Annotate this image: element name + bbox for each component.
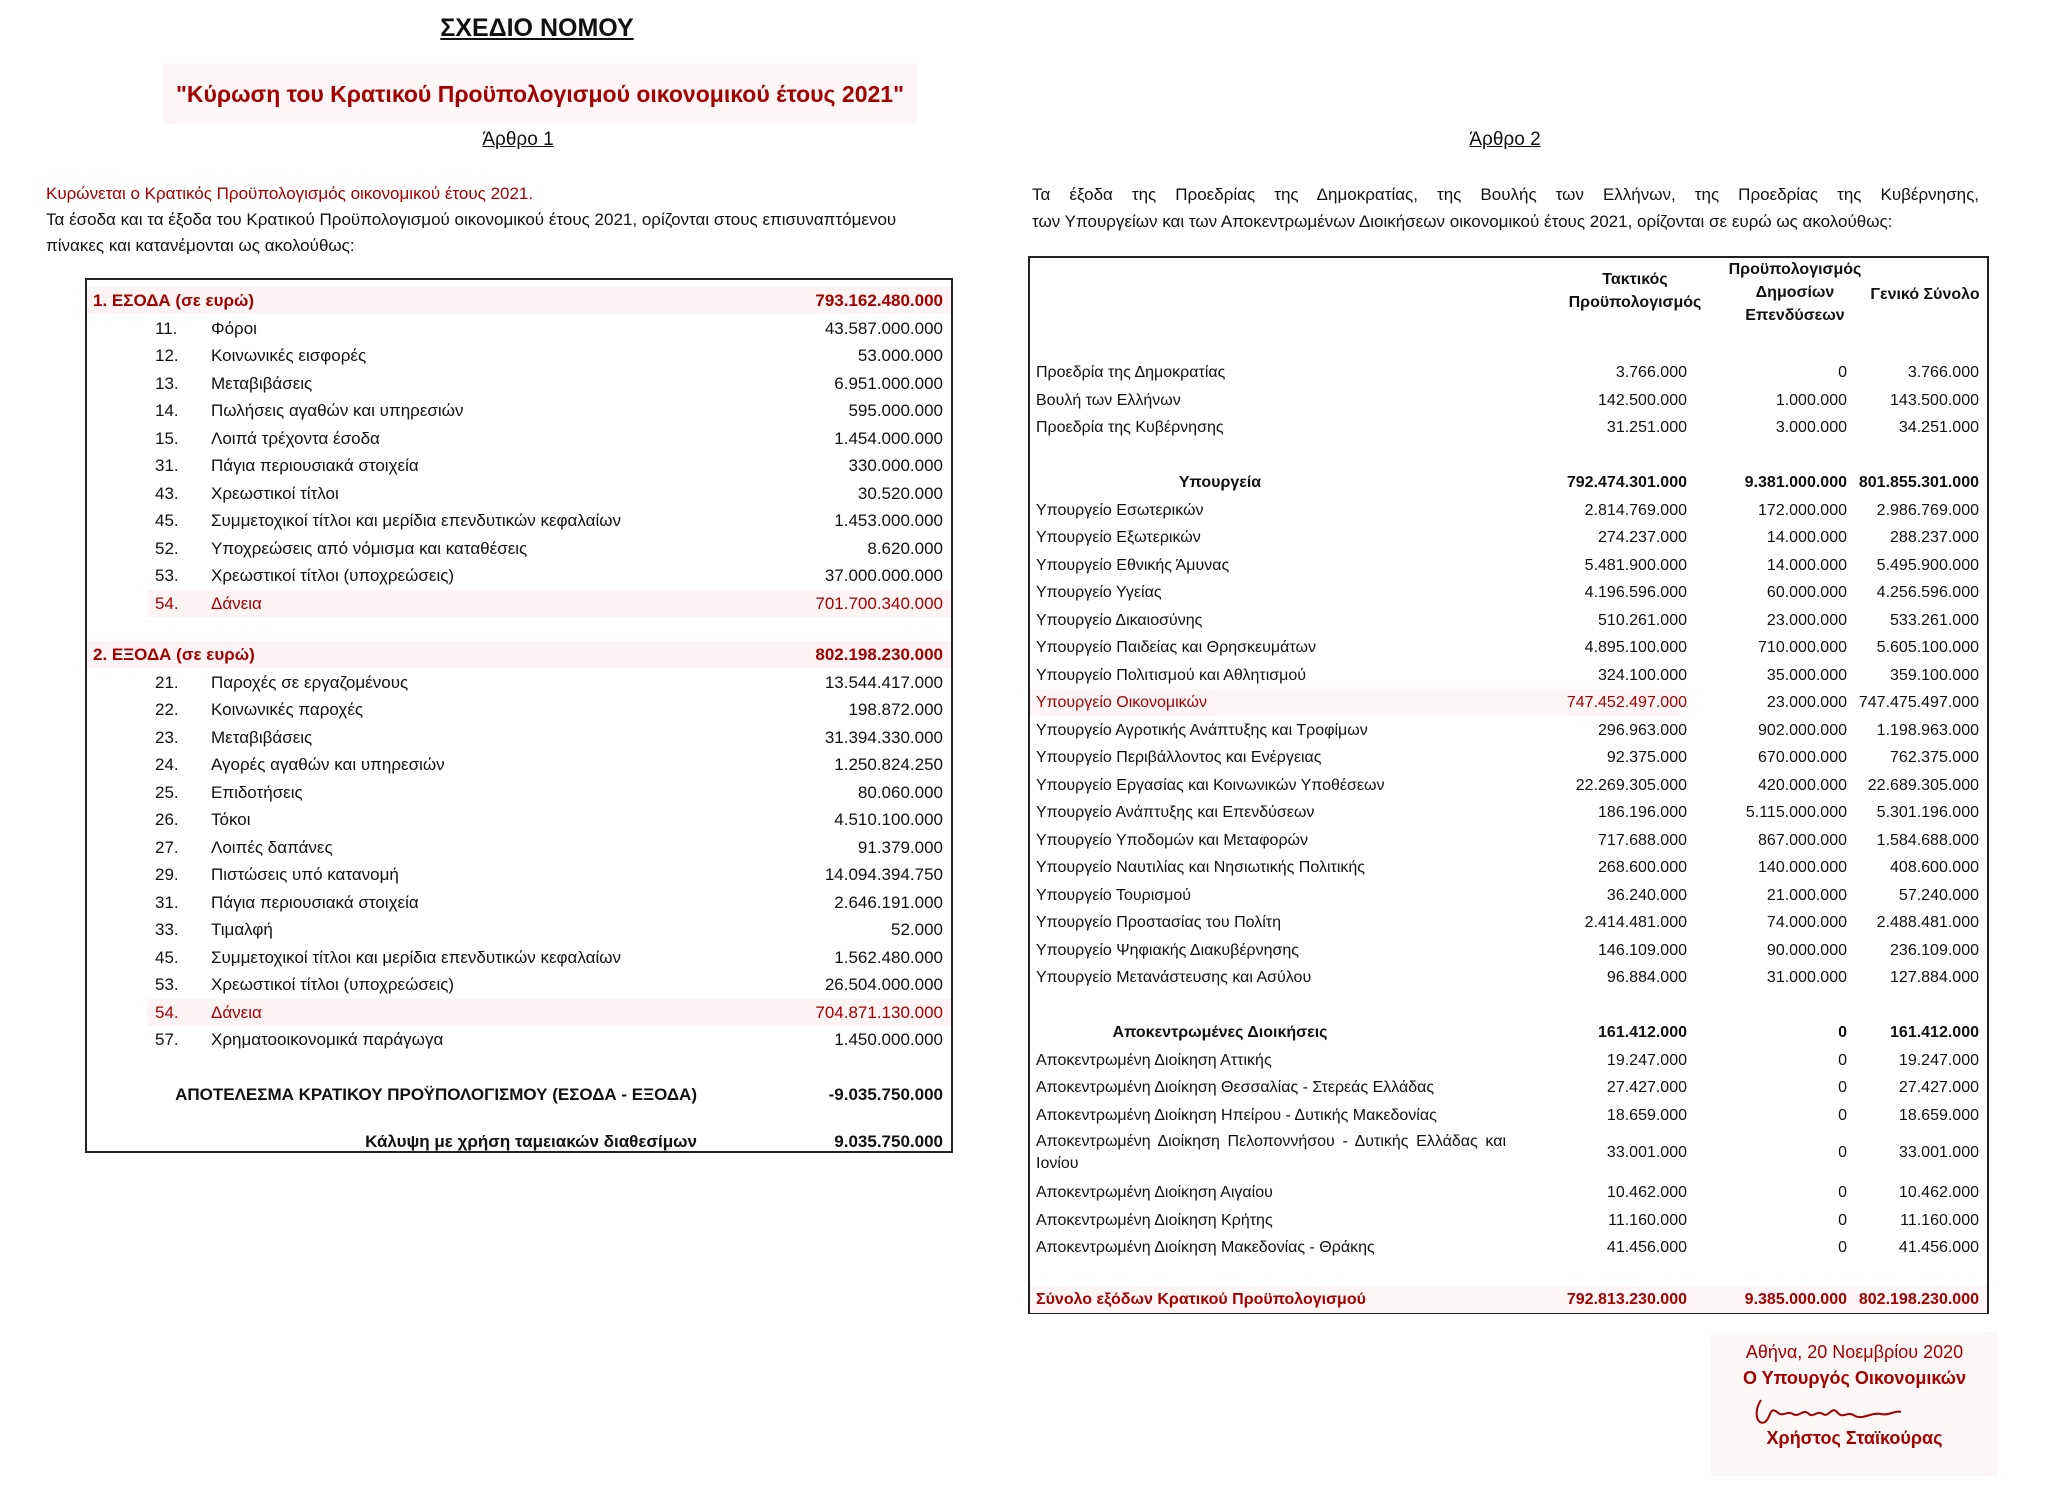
row-value: 43.587.000.000 xyxy=(824,318,943,338)
investment-budget-value: 0 xyxy=(1838,1079,1847,1096)
regular-budget-value: 11.160.000 xyxy=(1608,1211,1687,1229)
revenue-item xyxy=(87,452,951,479)
revenue-item xyxy=(87,315,951,342)
investment-budget-value: 35.000.000 xyxy=(1766,666,1847,684)
row-label: Υπουργείο Ανάπτυξης και Επενδύσεων xyxy=(1036,804,1315,821)
row-label: Αποκεντρωμένη Διοίκηση Αττικής xyxy=(1036,1051,1272,1069)
row-value: 91.379.000 xyxy=(857,837,943,857)
row-label: Αγορές αγαθών και υπηρεσιών xyxy=(211,755,445,774)
table-row xyxy=(1030,744,1987,771)
regular-budget-value: 146.109.000 xyxy=(1598,941,1687,959)
row-code: 11. xyxy=(155,318,178,338)
regular-budget-value: 296.963.000 xyxy=(1598,721,1687,739)
grand-total-row xyxy=(1030,1286,1987,1313)
revenue-item xyxy=(87,342,951,369)
table-row xyxy=(1030,1074,1987,1101)
row-value: 1.562.480.000 xyxy=(834,947,943,967)
table-row xyxy=(1030,799,1987,826)
row-label: Χρεωστικοί τίτλοι xyxy=(211,483,339,503)
row-value: 53.000.000 xyxy=(857,346,943,365)
row-label: Υπουργείο Πολιτισμού και Αθλητισμού xyxy=(1036,666,1306,684)
column-header-investment-budget: Προϋπολογισμός Δημοσίων Επενδύσεων xyxy=(1728,261,1862,324)
row-label: Υπουργείο Αγροτικής Ανάπτυξης και Τροφίμων xyxy=(1036,721,1368,739)
investment-budget-value: 0 xyxy=(1838,1239,1847,1256)
expense-section-header xyxy=(87,641,951,668)
grand-total-value: 4.256.596.000 xyxy=(1876,584,1979,601)
investment-budget-value: 74.000.000 xyxy=(1766,914,1847,931)
table-row xyxy=(1030,579,1987,606)
grand-total-value: 127.884.000 xyxy=(1890,969,1979,986)
budget-result-row xyxy=(87,1081,951,1108)
row-label: Αποκεντρωμένες Διοικήσεις xyxy=(1112,1024,1328,1041)
grand-total-value: 801.855.301.000 xyxy=(1858,474,1979,491)
expense-item xyxy=(87,751,951,778)
row-label: Χρηματοοικονομικά παράγωγα xyxy=(211,1030,444,1049)
row-value: 1.450.000.000 xyxy=(834,1030,943,1049)
row-label: Πωλήσεις αγαθών και υπηρεσιών xyxy=(211,401,464,420)
place-date: Αθήνα, 20 Νοεμβρίου 2020 xyxy=(1745,1342,1964,1362)
table-row xyxy=(1030,1207,1987,1234)
table-row xyxy=(1030,964,1987,991)
grand-total-value: 2.488.481.000 xyxy=(1876,914,1979,931)
row-label: Παροχές σε εργαζομένους xyxy=(211,672,409,692)
row-label: Προεδρία της Δημοκρατίας xyxy=(1036,364,1226,381)
grand-total-value: 5.301.196.000 xyxy=(1876,804,1979,821)
grand-total-value: 236.109.000 xyxy=(1890,941,1979,959)
row-label: Υπουργείο Υγείας xyxy=(1036,584,1162,601)
row-code: 22. xyxy=(155,700,179,719)
expense-item xyxy=(87,669,951,696)
grand-total-value: 288.237.000 xyxy=(1890,529,1979,546)
row-code: 45. xyxy=(155,947,179,967)
revenue-expense-table xyxy=(85,278,953,1153)
table-row xyxy=(1030,552,1987,579)
row-label: Υπουργείο Δικαιοσύνης xyxy=(1036,611,1203,629)
expense-item xyxy=(87,861,951,888)
regular-budget-value: 22.269.305.000 xyxy=(1575,776,1687,794)
row-label: Αποκεντρωμένη Διοίκηση Αιγαίου xyxy=(1036,1184,1273,1201)
regular-budget-value: 142.500.000 xyxy=(1598,391,1687,409)
row-value: 26.504.000.000 xyxy=(824,975,943,994)
investment-budget-value: 9.385.000.000 xyxy=(1744,1291,1847,1308)
table-row xyxy=(1030,772,1987,799)
expenditure-by-body-table xyxy=(1028,256,1989,1314)
handwritten-signature-icon xyxy=(1751,1392,1911,1432)
grand-total-value: 533.261.000 xyxy=(1890,611,1979,629)
revenue-item xyxy=(87,507,951,534)
expense-item xyxy=(87,724,951,751)
regular-budget-value: 161.412.000 xyxy=(1598,1024,1687,1041)
regular-budget-value: 747.452.497.000 xyxy=(1566,694,1687,711)
grand-total-value: 5.495.900.000 xyxy=(1876,556,1979,574)
grand-total-value: 27.427.000 xyxy=(1898,1079,1979,1096)
row-value: 701.700.340.000 xyxy=(815,593,943,613)
bill-title: "Κύρωση του Κρατικού Προϋπολογισμού οικονομικού έτους 2021" xyxy=(176,80,904,107)
row-label: Υπουργείο Περιβάλλοντος και Ενέργειας xyxy=(1036,749,1322,766)
table-row xyxy=(1030,1047,1987,1074)
revenue-item xyxy=(147,590,951,617)
table-row xyxy=(1030,497,1987,524)
row-value: 8.620.000 xyxy=(867,538,943,558)
row-value: 595.000.000 xyxy=(848,401,943,420)
article-1-intro xyxy=(46,181,996,259)
row-value: 30.520.000 xyxy=(857,483,943,503)
regular-budget-value: 5.481.900.000 xyxy=(1584,556,1687,574)
regular-budget-value: 92.375.000 xyxy=(1606,749,1687,766)
grand-total-value: 1.584.688.000 xyxy=(1876,831,1979,849)
investment-budget-value: 14.000.000 xyxy=(1766,529,1847,546)
row-label: Υπουργείο Ψηφιακής Διακυβέρνησης xyxy=(1036,941,1299,959)
revenue-item xyxy=(87,562,951,589)
expense-item xyxy=(87,944,951,971)
row-label: Χρεωστικοί τίτλοι (υποχρεώσεις) xyxy=(211,975,455,994)
row-label: Λοιπά τρέχοντα έσοδα xyxy=(211,428,380,448)
row-label: Κοινωνικές παροχές xyxy=(211,700,364,719)
grand-total-value: 762.375.000 xyxy=(1890,749,1979,766)
row-code: 29. xyxy=(155,865,179,884)
row-label: Υπουργείο Εσωτερικών xyxy=(1036,501,1204,519)
row-label: Αποκεντρωμένη Διοίκηση Πελοποννήσου - Δυτικής Ελλάδας και Ιονίου xyxy=(1036,1133,1506,1172)
row-code: 53. xyxy=(155,566,179,585)
investment-budget-value: 3.000.000 xyxy=(1775,419,1847,436)
table-row xyxy=(1030,854,1987,881)
row-label: 2. ΕΞΟΔΑ (σε ευρώ) xyxy=(93,645,255,664)
grand-total-value: 143.500.000 xyxy=(1890,391,1979,409)
row-label: Υπουργείο Οικονομικών xyxy=(1036,694,1207,711)
row-value: 793.162.480.000 xyxy=(815,291,943,310)
row-code: 14. xyxy=(155,401,179,420)
regular-budget-value: 2.814.769.000 xyxy=(1584,501,1687,519)
expense-item xyxy=(147,999,951,1026)
investment-budget-value: 0 xyxy=(1838,1051,1847,1069)
row-code: 54. xyxy=(155,1002,179,1022)
regular-budget-value: 510.261.000 xyxy=(1598,611,1687,629)
row-label: Αποκεντρωμένη Διοίκηση Μακεδονίας - Θράκης xyxy=(1036,1239,1375,1256)
group-total-row xyxy=(1030,469,1987,496)
row-value: 198.872.000 xyxy=(848,700,943,719)
investment-budget-value: 0 xyxy=(1838,1211,1847,1229)
row-label: Κάλυψη με χρήση ταμειακών διαθεσίμων xyxy=(365,1132,697,1151)
row-code: 43. xyxy=(155,483,179,503)
row-code: 31. xyxy=(155,456,179,475)
row-code: 13. xyxy=(155,373,179,393)
row-label: Υπουργείο Τουρισμού xyxy=(1036,886,1192,904)
row-code: 54. xyxy=(155,593,179,613)
investment-budget-value: 31.000.000 xyxy=(1766,969,1847,986)
row-label: Αποκεντρωμένη Διοίκηση Ηπείρου - Δυτικής Μακεδονίας xyxy=(1036,1106,1437,1124)
grand-total-value: 359.100.000 xyxy=(1890,666,1979,684)
investment-budget-value: 0 xyxy=(1838,1184,1847,1201)
row-value: 6.951.000.000 xyxy=(834,373,943,393)
row-label: Υπουργείο Προστασίας του Πολίτη xyxy=(1036,914,1281,931)
grand-total-value: 10.462.000 xyxy=(1898,1184,1979,1201)
expense-item xyxy=(87,1026,951,1053)
row-code: 52. xyxy=(155,538,179,558)
table-row xyxy=(1030,634,1987,661)
row-code: 23. xyxy=(155,727,179,747)
regular-budget-value: 792.474.301.000 xyxy=(1566,474,1687,491)
table-row xyxy=(1030,1129,1987,1179)
revenue-item xyxy=(87,535,951,562)
regular-budget-value: 324.100.000 xyxy=(1598,666,1687,684)
table-row xyxy=(1030,607,1987,634)
row-label: Δάνεια xyxy=(211,593,262,613)
article-2-intro xyxy=(1032,181,1979,235)
grand-total-value: 57.240.000 xyxy=(1898,886,1979,904)
row-label: Μεταβιβάσεις xyxy=(211,727,313,747)
column-header-regular-budget: Τακτικός Προϋπολογισμός xyxy=(1568,271,1702,311)
grand-total-value: 802.198.230.000 xyxy=(1858,1291,1979,1308)
table-row xyxy=(1030,359,1987,386)
investment-budget-value: 9.381.000.000 xyxy=(1744,474,1847,491)
investment-budget-value: 90.000.000 xyxy=(1766,941,1847,959)
revenue-section-header xyxy=(87,287,951,314)
grand-total-value: 1.198.963.000 xyxy=(1876,721,1979,739)
investment-budget-value: 0 xyxy=(1838,1024,1847,1041)
grand-total-value: 33.001.000 xyxy=(1898,1144,1979,1161)
regular-budget-value: 717.688.000 xyxy=(1598,831,1687,849)
table-row xyxy=(1030,414,1987,441)
row-label: Υπουργείο Εργασίας και Κοινωνικών Υποθέσεων xyxy=(1036,776,1385,794)
row-code: 26. xyxy=(155,810,179,829)
cash-coverage-row xyxy=(87,1128,951,1155)
row-value: 80.060.000 xyxy=(857,782,943,802)
row-label: Υπουργεία xyxy=(1178,474,1262,491)
grand-total-value: 34.251.000 xyxy=(1898,419,1979,436)
row-label: Αποκεντρωμένη Διοίκηση Κρήτης xyxy=(1036,1211,1273,1229)
row-value: 1.250.824.250 xyxy=(834,755,943,774)
regular-budget-value: 96.884.000 xyxy=(1606,969,1687,986)
table-row xyxy=(1030,524,1987,551)
signatory-role: Ο Υπουργός Οικονομικών xyxy=(1742,1368,1967,1388)
investment-budget-value: 1.000.000 xyxy=(1775,391,1847,409)
row-value: -9.035.750.000 xyxy=(828,1085,943,1104)
row-value: 1.453.000.000 xyxy=(834,511,943,530)
row-label: Πιστώσεις υπό κατανομή xyxy=(211,865,399,884)
investment-budget-value: 172.000.000 xyxy=(1758,501,1847,519)
regular-budget-value: 4.895.100.000 xyxy=(1584,639,1687,656)
regular-budget-value: 2.414.481.000 xyxy=(1584,914,1687,931)
grand-total-value: 747.475.497.000 xyxy=(1858,694,1979,711)
regular-budget-value: 19.247.000 xyxy=(1606,1051,1687,1069)
row-code: 45. xyxy=(155,511,179,530)
row-label: Κοινωνικές εισφορές xyxy=(211,346,367,365)
investment-budget-value: 902.000.000 xyxy=(1758,721,1847,739)
article-1-intro-red: Κυρώνεται ο Κρατικός Προϋπολογισμός οικονομικού έτους 2021. xyxy=(46,184,534,203)
table-row xyxy=(1030,937,1987,964)
grand-total-value: 161.412.000 xyxy=(1890,1024,1979,1041)
row-code: 12. xyxy=(155,346,179,365)
regular-budget-value: 36.240.000 xyxy=(1606,886,1687,904)
table-row xyxy=(1030,882,1987,909)
row-label: 1. ΕΣΟΔΑ (σε ευρώ) xyxy=(93,291,255,310)
row-code: 33. xyxy=(155,920,179,939)
table-row xyxy=(1030,827,1987,854)
regular-budget-value: 3.766.000 xyxy=(1615,364,1687,381)
row-label: Επιδοτήσεις xyxy=(211,782,303,802)
article-1-intro-line: πίνακες και κατανέμονται ως ακολούθως: xyxy=(46,236,355,255)
row-label: Φόροι xyxy=(211,318,257,338)
regular-budget-value: 10.462.000 xyxy=(1606,1184,1687,1201)
article-2-intro-line: των Υπουργείων και των Αποκεντρωμένων Διοικήσεων οικονομικού έτους 2021, ορίζονται σε ευρώ ως ακολούθως: xyxy=(1032,212,1893,231)
row-value: 14.094.394.750 xyxy=(824,865,943,884)
row-value: 13.544.417.000 xyxy=(824,672,943,692)
row-label: Σύνολο εξόδων Κρατικού Προϋπολογισμού xyxy=(1036,1291,1366,1308)
row-value: 330.000.000 xyxy=(848,456,943,475)
row-label: Αποκεντρωμένη Διοίκηση Θεσσαλίας - Στερεάς Ελλάδας xyxy=(1036,1079,1435,1096)
article-2-heading: Άρθρο 2 xyxy=(1469,129,1541,150)
row-value: 802.198.230.000 xyxy=(815,645,943,664)
revenue-item xyxy=(87,370,951,397)
investment-budget-value: 60.000.000 xyxy=(1766,584,1847,601)
row-value: 704.871.130.000 xyxy=(815,1002,943,1022)
table-row xyxy=(1030,1234,1987,1261)
grand-total-value: 22.689.305.000 xyxy=(1867,776,1979,794)
table-row xyxy=(1030,1102,1987,1129)
row-label: Υπουργείο Παιδείας και Θρησκευμάτων xyxy=(1036,639,1316,656)
expense-item xyxy=(87,696,951,723)
row-code: 53. xyxy=(155,975,179,994)
article-1-heading: Άρθρο 1 xyxy=(482,129,554,150)
investment-budget-value: 710.000.000 xyxy=(1758,639,1847,656)
row-label: Τόκοι xyxy=(211,810,251,829)
revenue-item xyxy=(87,425,951,452)
table-row xyxy=(1030,689,1987,716)
row-code: 21. xyxy=(155,672,179,692)
document-title: ΣΧΕΔΙΟ ΝΟΜΟΥ xyxy=(440,14,634,42)
regular-budget-value: 268.600.000 xyxy=(1598,859,1687,876)
grand-total-value: 11.160.000 xyxy=(1900,1211,1979,1229)
expense-item xyxy=(87,971,951,998)
investment-budget-value: 21.000.000 xyxy=(1766,886,1847,904)
row-value: 2.646.191.000 xyxy=(834,892,943,912)
regular-budget-value: 792.813.230.000 xyxy=(1566,1291,1687,1308)
row-label: ΑΠΟΤΕΛΕΣΜΑ ΚΡΑΤΙΚΟΥ ΠΡΟΫΠΟΛΟΓΙΣΜΟΥ (ΕΣΟΔΑ - ΕΞΟΔΑ) xyxy=(175,1085,697,1104)
row-value: 4.510.100.000 xyxy=(834,810,943,829)
article-2-intro-line: Τα έξοδα της Προεδρίας της Δημοκρατίας, της Βουλής των Ελλήνων, της Προεδρίας της Κυβέρνησης, xyxy=(1032,185,1979,204)
row-label: Υπουργείο Ναυτιλίας και Νησιωτικής Πολιτικής xyxy=(1036,859,1365,876)
regular-budget-value: 18.659.000 xyxy=(1606,1106,1687,1124)
table-row xyxy=(1030,387,1987,414)
row-label: Υποχρεώσεις από νόμισμα και καταθέσεις xyxy=(211,538,528,558)
row-label: Υπουργείο Μετανάστευσης και Ασύλου xyxy=(1036,969,1312,986)
grand-total-value: 408.600.000 xyxy=(1890,859,1979,876)
row-label: Λοιπές δαπάνες xyxy=(211,837,333,857)
row-label: Υπουργείο Εθνικής Άμυνας xyxy=(1036,556,1230,574)
expense-item xyxy=(87,806,951,833)
grand-total-value: 2.986.769.000 xyxy=(1876,501,1979,519)
bill-title-box xyxy=(163,64,917,124)
table-row xyxy=(1030,1179,1987,1206)
investment-budget-value: 670.000.000 xyxy=(1758,749,1847,766)
article-1-intro-line: Τα έσοδα και τα έξοδα του Κρατικού Προϋπολογισμού οικονομικού έτους 2021, ορίζονται στους επισυναπτόμενου xyxy=(46,210,897,229)
row-value: 31.394.330.000 xyxy=(824,727,943,747)
expense-item xyxy=(87,889,951,916)
row-label: Συμμετοχικοί τίτλοι και μερίδια επενδυτικών κεφαλαίων xyxy=(211,947,622,967)
table-row xyxy=(1030,909,1987,936)
row-code: 57. xyxy=(155,1030,179,1049)
column-header-grand-total: Γενικό Σύνολο xyxy=(1870,286,1980,303)
row-label: Υπουργείο Υποδομών και Μεταφορών xyxy=(1036,831,1309,849)
investment-budget-value: 0 xyxy=(1838,364,1847,381)
group-total-row xyxy=(1030,1019,1987,1046)
revenue-item xyxy=(87,480,951,507)
investment-budget-value: 5.115.000.000 xyxy=(1745,804,1847,821)
regular-budget-value: 27.427.000 xyxy=(1606,1079,1687,1096)
investment-budget-value: 23.000.000 xyxy=(1766,694,1847,711)
investment-budget-value: 420.000.000 xyxy=(1758,776,1847,794)
row-label: Μεταβιβάσεις xyxy=(211,373,313,393)
investment-budget-value: 23.000.000 xyxy=(1766,611,1847,629)
investment-budget-value: 0 xyxy=(1838,1106,1847,1124)
row-value: 37.000.000.000 xyxy=(824,566,943,585)
row-value: 52.000 xyxy=(891,920,943,939)
regular-budget-value: 186.196.000 xyxy=(1598,804,1687,821)
expense-item xyxy=(87,916,951,943)
row-label: Πάγια περιουσιακά στοιχεία xyxy=(211,456,419,475)
row-code: 31. xyxy=(155,892,179,912)
row-code: 27. xyxy=(155,837,179,857)
row-value: 9.035.750.000 xyxy=(834,1132,943,1151)
row-label: Βουλή των Ελλήνων xyxy=(1036,391,1181,409)
table-row xyxy=(1030,717,1987,744)
row-code: 25. xyxy=(155,782,179,802)
expense-item xyxy=(87,779,951,806)
row-value: 1.454.000.000 xyxy=(834,428,943,448)
regular-budget-value: 33.001.000 xyxy=(1606,1144,1687,1161)
regular-budget-value: 41.456.000 xyxy=(1606,1239,1687,1256)
grand-total-value: 41.456.000 xyxy=(1898,1239,1979,1256)
row-label: Πάγια περιουσιακά στοιχεία xyxy=(211,892,419,912)
row-label: Προεδρία της Κυβέρνησης xyxy=(1036,419,1224,436)
row-label: Υπουργείο Εξωτερικών xyxy=(1036,529,1201,546)
investment-budget-value: 0 xyxy=(1838,1144,1847,1161)
signature-block xyxy=(1711,1332,1998,1476)
row-code: 15. xyxy=(155,428,179,448)
investment-budget-value: 14.000.000 xyxy=(1766,556,1847,574)
grand-total-value: 19.247.000 xyxy=(1898,1051,1979,1069)
row-label: Συμμετοχικοί τίτλοι και μερίδια επενδυτικών κεφαλαίων xyxy=(211,511,622,530)
row-label: Δάνεια xyxy=(211,1002,262,1022)
investment-budget-value: 867.000.000 xyxy=(1758,831,1847,849)
regular-budget-value: 4.196.596.000 xyxy=(1584,584,1687,601)
row-label: Τιμαλφή xyxy=(211,920,273,939)
investment-budget-value: 140.000.000 xyxy=(1758,859,1847,876)
expense-item xyxy=(87,834,951,861)
grand-total-value: 5.605.100.000 xyxy=(1876,639,1979,656)
grand-total-value: 3.766.000 xyxy=(1907,364,1979,381)
regular-budget-value: 31.251.000 xyxy=(1606,419,1687,436)
grand-total-value: 18.659.000 xyxy=(1898,1106,1979,1124)
revenue-item xyxy=(87,397,951,424)
row-code: 24. xyxy=(155,755,179,774)
signatory-name: Χρήστος Σταϊκούρας xyxy=(1766,1428,1943,1448)
row-label: Χρεωστικοί τίτλοι (υποχρεώσεις) xyxy=(211,566,455,585)
regular-budget-value: 274.237.000 xyxy=(1598,529,1687,546)
table-row xyxy=(1030,662,1987,689)
